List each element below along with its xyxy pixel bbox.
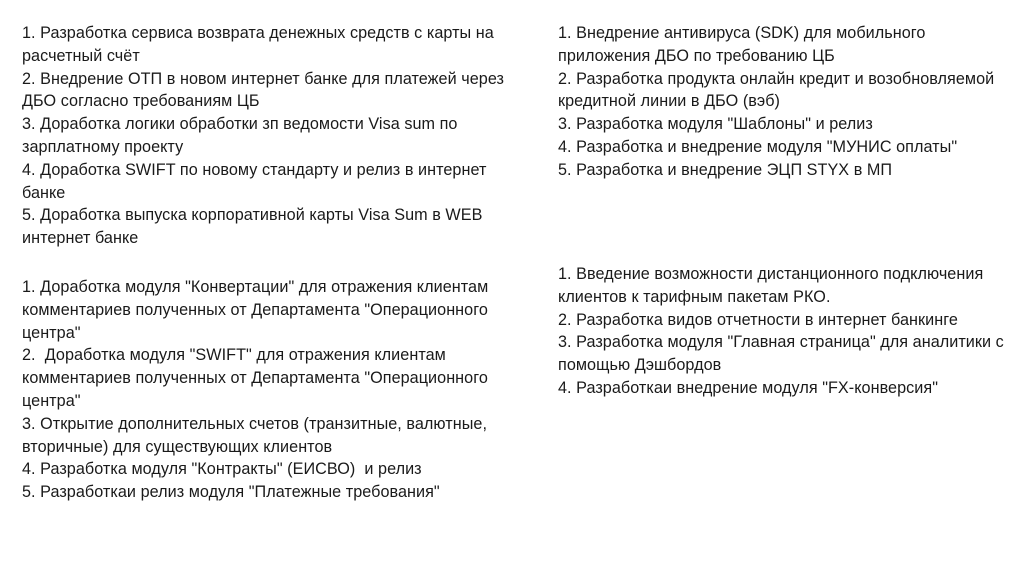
left-task-list-1 [22,22,532,250]
list-item: 1. Разработка сервиса возврата денежных средств с карты на расчетный счёт [22,24,499,65]
list-item: 4. Разработка модуля "Контракты" (ЕИСВО) и релиз [22,460,422,479]
list-item: 3. Доработка логики обработки зп ведомости Visa sum по зарплатному проекту [22,115,463,156]
list-item: 1. Введение возможности дистанционного подключения клиентов к тарифным пакетам РКО. [558,265,988,306]
list-item: 2. Внедрение ОТП в новом интернет банке для платежей через ДБО согласно требованиям ЦБ [22,69,509,111]
list-item: 5. Разработкаи релиз модуля "Платежные требования" [22,483,440,502]
list-item: 5. Разработка и внедрение ЭЦП STYX в МП [558,160,893,179]
right-task-list-2 [558,263,1018,400]
list-item: 5. Доработка выпуска корпоративной карты Visa Sum в WEB интернет банке [22,206,487,248]
list-item: 1. Внедрение антивируса (SDK) для мобильного приложения ДБО по требованию ЦБ [558,24,930,65]
list-item: 3. Разработка модуля "Главная страница" для аналитики с помощью Дэшбордов [558,333,1009,375]
right-task-list-1 [558,22,1018,182]
list-item: 4. Разработка и внедрение модуля "МУНИС оплаты" [558,137,958,156]
list-item: 3. Разработка модуля "Шаблоны" и релиз [558,115,873,134]
list-item: 3. Открытие дополнительных счетов (транзитные, валютные, вторичные) для существующих клиентов [22,414,492,456]
left-task-list-2 [22,276,532,504]
list-item: 1. Доработка модуля "Конвертации" для отражения клиентам комментариев полученных от Департамента "Операционного центра" [22,278,493,342]
list-item: 2. Доработка модуля "SWIFT" для отражения клиентам комментариев полученных от Департамента "Операционного центра" [22,346,493,410]
list-item: 2. Разработка видов отчетности в интернет банкинге [558,310,958,329]
list-item: 2. Разработка продукта онлайн кредит и возобновляемой кредитной линии в ДБО (вэб) [558,69,999,111]
list-item: 4. Разработкаи внедрение модуля "FX-конверсия" [558,378,939,397]
list-item: 4. Доработка SWIFT по новому стандарту и релиз в интернет банке [22,160,492,202]
